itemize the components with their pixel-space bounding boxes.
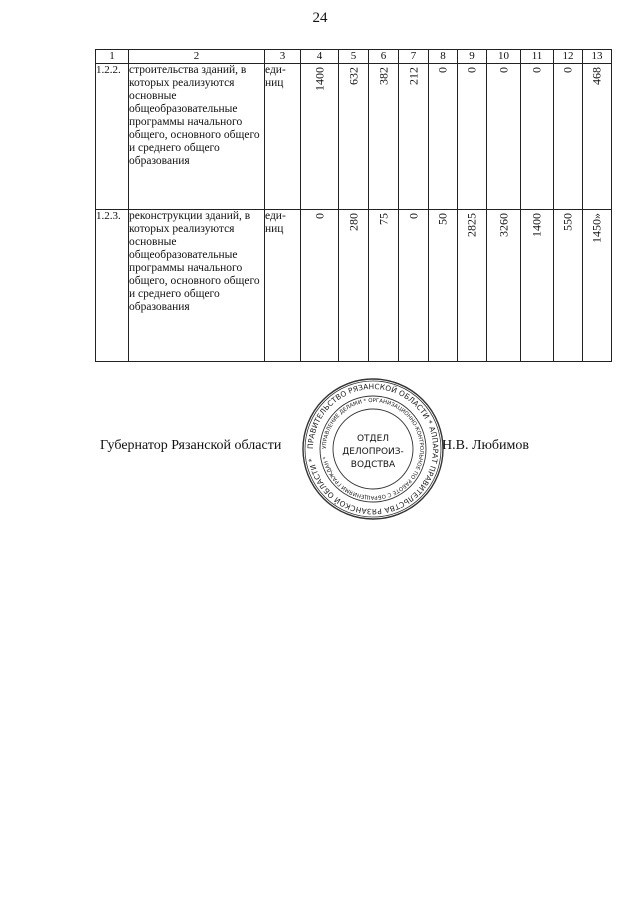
table-cell-value: 0 — [560, 67, 575, 73]
table-cell-value: 468 — [589, 67, 604, 85]
table-cell-value: 75 — [376, 213, 390, 225]
column-header: 4 — [301, 50, 339, 64]
column-header: 7 — [399, 50, 429, 64]
row-unit: еди-ниц — [265, 210, 301, 362]
column-header: 8 — [429, 50, 458, 64]
table-cell-value: 0 — [312, 213, 326, 219]
table-cell-value: 280 — [346, 213, 360, 231]
table-cell-value: 1400 — [312, 67, 326, 91]
column-header: 12 — [554, 50, 583, 64]
column-header: 10 — [487, 50, 521, 64]
seal-outer-text: ПРАВИТЕЛЬСТВО РЯЗАНСКОЙ ОБЛАСТИ * АППАРАТ ПРАВИТЕЛЬСТВА РЯЗАНСКОЙ ОБЛАСТИ * — [305, 381, 441, 517]
column-header: 11 — [521, 50, 554, 64]
table-cell-value: 2825 — [464, 213, 479, 237]
table-header-row — [96, 50, 612, 64]
table-cell-value: 0 — [464, 67, 479, 73]
page-number: 24 — [312, 10, 328, 26]
signatory-title: Губернатор Рязанской области — [100, 438, 282, 453]
table-cell-value: 212 — [406, 67, 420, 85]
official-seal — [300, 376, 446, 522]
column-header: 2 — [129, 50, 265, 64]
row-number: 1.2.3. — [96, 210, 129, 362]
data-table — [95, 49, 612, 362]
seal-inner-text: УПРАВЛЕНИЕ ДЕЛАМИ * ОРГАНИЗАЦИОННО-КОНТРОЛЬНОЕ ПО РАБОТЕ С ОБРАЩЕНИЯМИ ГРАЖДАН * — [321, 397, 425, 501]
seal-center-line: ОТДЕЛ — [356, 434, 390, 444]
row-unit: еди-ниц — [265, 64, 301, 210]
table-cell-value: 3260 — [496, 213, 510, 237]
seal-center-line: ДЕЛОПРОИЗ- — [342, 447, 404, 457]
table-cell-value: 0 — [496, 67, 510, 73]
table-row — [96, 210, 612, 362]
column-header: 5 — [339, 50, 369, 64]
signatory-name: Н.В. Любимов — [442, 438, 529, 453]
seal-center-line: ВОДСТВА — [350, 460, 396, 470]
table-cell-value: 550 — [560, 213, 575, 231]
table-cell-value: 0 — [435, 67, 450, 73]
row-description: реконструкции зданий, в которых реализуются основные общеобразовательные программы начального общего, основного общего и среднего общего образования — [129, 210, 265, 362]
table-cell-value: 382 — [376, 67, 390, 85]
table-cell-value: 50 — [435, 213, 450, 225]
column-header: 3 — [265, 50, 301, 64]
table-cell-value: 0 — [529, 67, 544, 73]
table-cell-value: 1400 — [529, 213, 544, 237]
table-cell-value: 632 — [346, 67, 360, 85]
row-description: строительства зданий, в которых реализуются основные общеобразовательные программы начального общего, основного общего и среднего общего образования — [129, 64, 265, 210]
table-cell-value: 0 — [406, 213, 420, 219]
column-header: 1 — [96, 50, 129, 64]
column-header: 6 — [369, 50, 399, 64]
column-header: 13 — [583, 50, 612, 64]
table-row — [96, 64, 612, 210]
table-cell-value: 1450» — [589, 213, 604, 243]
row-number: 1.2.2. — [96, 64, 129, 210]
column-header: 9 — [458, 50, 487, 64]
